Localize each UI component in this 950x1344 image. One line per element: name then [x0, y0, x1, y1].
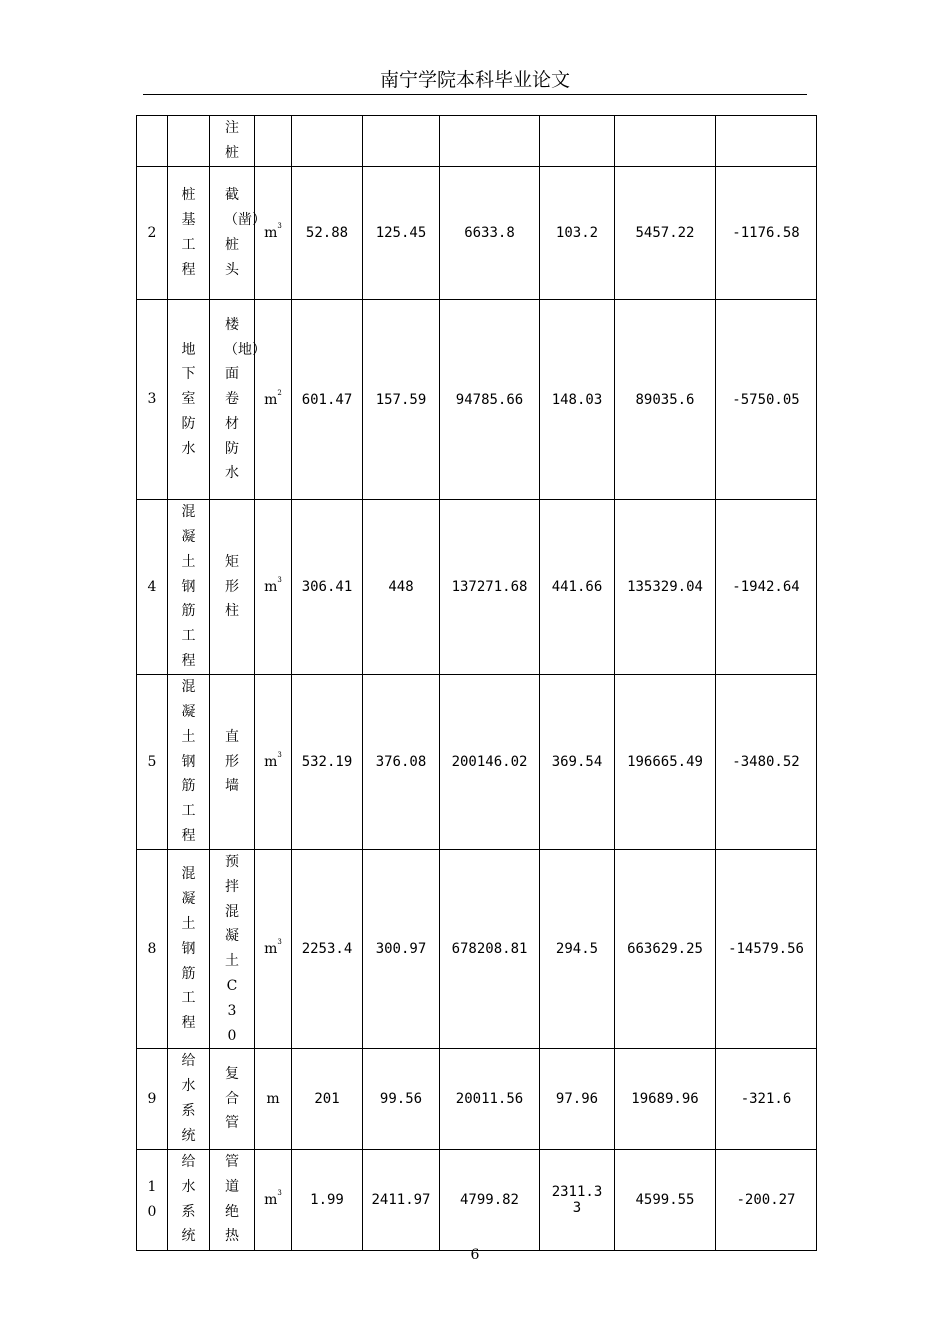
cell-no: 8 — [137, 850, 168, 1049]
cell-unit: $m^3$ — [255, 500, 292, 675]
cell-no: 10 — [137, 1149, 168, 1250]
cell-no: 5 — [137, 675, 168, 850]
cell-total-1: 678208.81 — [440, 850, 540, 1049]
cell-no: 9 — [137, 1049, 168, 1149]
cell-total-1: 137271.68 — [440, 500, 540, 675]
cell-total-1 — [440, 116, 540, 167]
cell-price-1 — [363, 116, 440, 167]
cell-total-2: 663629.25 — [615, 850, 716, 1049]
cell-total-2 — [615, 116, 716, 167]
cell-unit: $m^3$ — [255, 1149, 292, 1250]
cell-item: 注桩 — [210, 116, 255, 167]
cell-category — [168, 116, 210, 167]
cell-qty: 201 — [292, 1049, 363, 1149]
cell-price-2 — [540, 116, 615, 167]
cell-unit: m — [255, 1049, 292, 1149]
cell-qty — [292, 116, 363, 167]
table-row — [137, 116, 817, 167]
cell-diff: -3480.52 — [716, 675, 817, 850]
table-row — [137, 167, 817, 300]
cell-category: 混凝土钢筋工程 — [168, 675, 210, 850]
cell-qty: 52.88 — [292, 167, 363, 300]
cell-total-1: 200146.02 — [440, 675, 540, 850]
cell-no: 3 — [137, 300, 168, 500]
cell-price-1: 448 — [363, 500, 440, 675]
cell-price-1: 99.56 — [363, 1049, 440, 1149]
cell-price-2: 294.5 — [540, 850, 615, 1049]
cell-qty: 2253.4 — [292, 850, 363, 1049]
cell-category: 地下室防水 — [168, 300, 210, 500]
cell-total-1: 4799.82 — [440, 1149, 540, 1250]
cell-price-2: 103.2 — [540, 167, 615, 300]
table-row — [137, 850, 817, 1049]
cell-total-2: 5457.22 — [615, 167, 716, 300]
cell-diff: -1942.64 — [716, 500, 817, 675]
cell-price-1: 300.97 — [363, 850, 440, 1049]
cell-diff: -5750.05 — [716, 300, 817, 500]
cell-unit: $m^3$ — [255, 167, 292, 300]
cell-category: 给水系统 — [168, 1149, 210, 1250]
cell-diff: -200.27 — [716, 1149, 817, 1250]
cell-price-2: 2311.33 — [540, 1149, 615, 1250]
cell-total-2: 19689.96 — [615, 1049, 716, 1149]
table-row — [137, 500, 817, 675]
cell-qty: 532.19 — [292, 675, 363, 850]
header-rule — [143, 94, 807, 95]
page-header-title: 南宁学院本科毕业论文 — [379, 69, 570, 91]
cell-unit: $m^3$ — [255, 850, 292, 1049]
cell-category: 桩基工程 — [168, 167, 210, 300]
cell-qty: 601.47 — [292, 300, 363, 500]
cost-comparison-table — [136, 115, 817, 1251]
cell-diff: -321.6 — [716, 1049, 817, 1149]
cell-diff: -14579.56 — [716, 850, 817, 1049]
cell-total-2: 4599.55 — [615, 1149, 716, 1250]
cell-category: 混凝土钢筋工程 — [168, 500, 210, 675]
cell-unit — [255, 116, 292, 167]
table-row — [137, 1149, 817, 1250]
table-row — [137, 300, 817, 500]
cell-price-2: 97.96 — [540, 1049, 615, 1149]
cell-item: 预拌混凝土C30 — [210, 850, 255, 1049]
cell-price-2: 148.03 — [540, 300, 615, 500]
cell-unit: $m^2$ — [255, 300, 292, 500]
cell-price-1: 2411.97 — [363, 1149, 440, 1250]
cell-qty: 1.99 — [292, 1149, 363, 1250]
cell-total-1: 6633.8 — [440, 167, 540, 300]
cell-category: 给水系统 — [168, 1049, 210, 1149]
page-number: 6 — [470, 1247, 480, 1263]
cell-no: 4 — [137, 500, 168, 675]
cell-total-1: 20011.56 — [440, 1049, 540, 1149]
table-row — [137, 1049, 817, 1149]
cell-qty: 306.41 — [292, 500, 363, 675]
cell-price-2: 369.54 — [540, 675, 615, 850]
table-row — [137, 675, 817, 850]
cell-price-1: 125.45 — [363, 167, 440, 300]
cell-item: 矩形柱 — [210, 500, 255, 675]
cell-item: 直形墙 — [210, 675, 255, 850]
cell-total-2: 135329.04 — [615, 500, 716, 675]
cell-price-2: 441.66 — [540, 500, 615, 675]
cell-price-1: 157.59 — [363, 300, 440, 500]
cell-unit: $m^3$ — [255, 675, 292, 850]
cell-total-2: 196665.49 — [615, 675, 716, 850]
cell-category: 混凝土钢筋工程 — [168, 850, 210, 1049]
cell-diff: -1176.58 — [716, 167, 817, 300]
cell-no — [137, 116, 168, 167]
cell-item: 截（凿）桩头 — [210, 167, 255, 300]
cell-item: 楼（地）面卷材防水 — [210, 300, 255, 500]
cell-price-1: 376.08 — [363, 675, 440, 850]
cell-no: 2 — [137, 167, 168, 300]
cell-total-1: 94785.66 — [440, 300, 540, 500]
cell-item: 管道绝热 — [210, 1149, 255, 1250]
cell-item: 复合管 — [210, 1049, 255, 1149]
cell-total-2: 89035.6 — [615, 300, 716, 500]
cell-diff — [716, 116, 817, 167]
